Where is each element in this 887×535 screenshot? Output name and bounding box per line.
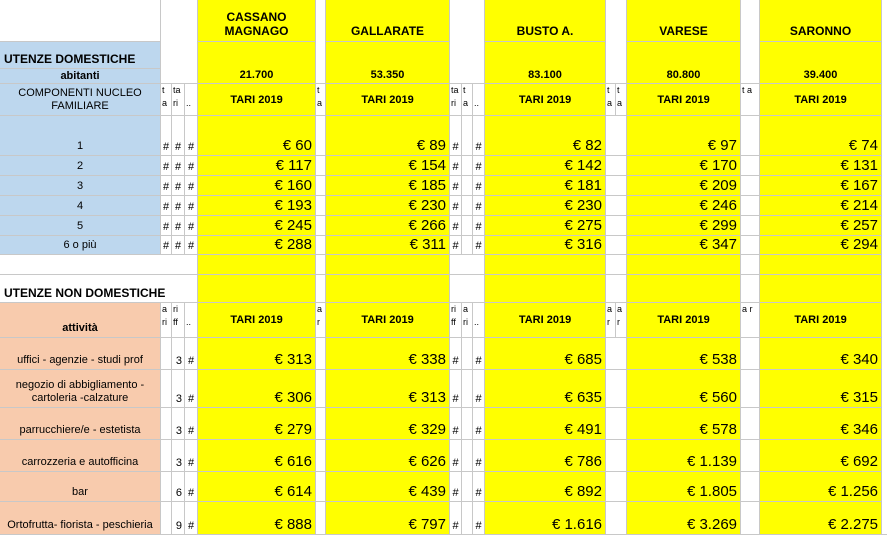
empty-cell[interactable] (316, 370, 326, 408)
empty-cell[interactable] (198, 255, 316, 275)
hash-cell: # (473, 176, 485, 196)
hash-cell: # (161, 196, 172, 216)
tari-value: € 313 (198, 338, 316, 370)
hash-cell: # (473, 338, 485, 370)
tari-value: € 257 (760, 216, 882, 236)
empty-cell[interactable] (316, 440, 326, 472)
city-header-busto: BUSTO A. (485, 0, 606, 42)
empty-cell[interactable] (462, 236, 473, 255)
non-domestic-title: UTENZE NON DOMESTICHE (0, 275, 198, 303)
empty-cell[interactable] (606, 338, 627, 370)
empty-cell[interactable] (741, 236, 760, 255)
city-population-busto: 83.100 (485, 42, 606, 84)
tari-value: € 266 (326, 216, 450, 236)
tari-value: € 347 (627, 236, 741, 255)
empty-cell[interactable] (161, 408, 172, 440)
narrow-header-cell: .. (473, 84, 485, 116)
domestic-subtitle: abitanti (0, 69, 161, 84)
empty-cell[interactable] (606, 196, 627, 216)
empty-cell[interactable] (316, 156, 326, 176)
tari-value: € 89 (326, 116, 450, 156)
empty-cell[interactable] (0, 255, 198, 275)
tari-value: € 230 (326, 196, 450, 216)
tari-value: € 1.256 (760, 472, 882, 502)
empty-cell[interactable] (161, 0, 198, 84)
empty-cell[interactable] (741, 176, 760, 196)
empty-cell[interactable] (316, 408, 326, 440)
tari-value: € 797 (326, 502, 450, 535)
hash-cell: # (473, 408, 485, 440)
hash-cell: # (473, 196, 485, 216)
tari-value: € 692 (760, 440, 882, 472)
tari-value: € 439 (326, 472, 450, 502)
tari-value: € 74 (760, 116, 882, 156)
hash-cell: # (450, 502, 462, 535)
tari-value: € 346 (760, 408, 882, 440)
tari-value: € 193 (198, 196, 316, 216)
empty-cell[interactable] (606, 472, 627, 502)
tari-header-busto: TARI 2019 (485, 84, 606, 116)
hash-cell: # (450, 472, 462, 502)
tari-value: € 888 (198, 502, 316, 535)
empty-cell[interactable] (741, 156, 760, 176)
tari-value: € 892 (485, 472, 606, 502)
tari-header-saronno: TARI 2019 (760, 84, 882, 116)
empty-cell[interactable] (462, 472, 473, 502)
empty-cell[interactable] (606, 0, 627, 84)
hash-cell: # (185, 502, 198, 535)
empty-cell[interactable] (316, 502, 326, 535)
tari-value: € 288 (198, 236, 316, 255)
tari-header-cassano-nd: TARI 2019 (198, 303, 316, 338)
tari-value: € 97 (627, 116, 741, 156)
hash-cell: # (172, 236, 185, 255)
domestic-title: UTENZE DOMESTICHE (0, 42, 161, 69)
empty-cell[interactable] (741, 196, 760, 216)
tari-value: € 1.805 (627, 472, 741, 502)
empty-cell[interactable] (627, 255, 741, 275)
row-number: 3 (172, 408, 185, 440)
empty-cell[interactable] (450, 0, 485, 84)
hash-cell: # (185, 116, 198, 156)
tari-value: € 160 (198, 176, 316, 196)
hash-cell: # (450, 176, 462, 196)
hash-cell: # (450, 216, 462, 236)
narrow-header-cell: ta ri (172, 84, 185, 116)
empty-cell[interactable] (450, 255, 485, 275)
empty-cell[interactable] (606, 216, 627, 236)
tari-value: € 275 (485, 216, 606, 236)
tari-value: € 299 (627, 216, 741, 236)
narrow-header-cell: ri ff (450, 303, 462, 338)
hash-cell: # (185, 196, 198, 216)
tari-value: € 635 (485, 370, 606, 408)
tari-header-cassano: TARI 2019 (198, 84, 316, 116)
narrow-header-cell: a r (606, 303, 616, 338)
narrow-header-cell: t a (462, 84, 473, 116)
empty-cell[interactable] (627, 275, 741, 303)
narrow-header-cell: a r (616, 303, 627, 338)
hash-cell: # (161, 176, 172, 196)
narrow-header-cell: t a (741, 84, 760, 116)
empty-cell[interactable] (741, 440, 760, 472)
city-population-gallarate: 53.350 (326, 42, 450, 84)
empty-cell[interactable] (462, 440, 473, 472)
tari-value: € 316 (485, 236, 606, 255)
hash-cell: # (185, 370, 198, 408)
empty-cell[interactable] (462, 502, 473, 535)
tari-value: € 214 (760, 196, 882, 216)
row-number: 3 (172, 440, 185, 472)
tari-value: € 2.275 (760, 502, 882, 535)
empty-cell[interactable] (0, 0, 161, 42)
tari-value: € 306 (198, 370, 316, 408)
row-number: 3 (172, 338, 185, 370)
empty-cell[interactable] (741, 255, 760, 275)
tari-value: € 311 (326, 236, 450, 255)
row-label: bar (0, 472, 161, 502)
empty-cell[interactable] (485, 255, 606, 275)
narrow-header-cell: a r (316, 303, 326, 338)
hash-cell: # (450, 370, 462, 408)
row-label: carrozzeria e autofficina (0, 440, 161, 472)
empty-cell[interactable] (606, 176, 627, 196)
hash-cell: # (172, 176, 185, 196)
city-header-gallarate: GALLARATE (326, 0, 450, 42)
tari-value: € 245 (198, 216, 316, 236)
city-header-varese: VARESE (627, 0, 741, 42)
row-number: 9 (172, 502, 185, 535)
empty-cell[interactable] (161, 502, 172, 535)
tari-value: € 786 (485, 440, 606, 472)
empty-cell[interactable] (450, 275, 485, 303)
hash-cell: # (185, 236, 198, 255)
tari-value: € 313 (326, 370, 450, 408)
empty-cell[interactable] (741, 216, 760, 236)
narrow-header-cell: ri ff (172, 303, 185, 338)
hash-cell: # (172, 116, 185, 156)
empty-cell[interactable] (760, 275, 882, 303)
empty-cell[interactable] (462, 338, 473, 370)
empty-cell[interactable] (316, 338, 326, 370)
row-label: negozio di abbigliamento - cartoleria -calzature (0, 370, 161, 408)
tari-header-varese-nd: TARI 2019 (627, 303, 741, 338)
hash-cell: # (450, 338, 462, 370)
row-label: Ortofrutta- fiorista - peschieria (0, 502, 161, 535)
narrow-header-cell: t a (161, 84, 172, 116)
hash-cell: # (161, 236, 172, 255)
tari-value: € 142 (485, 156, 606, 176)
hash-cell: # (172, 196, 185, 216)
hash-cell: # (450, 156, 462, 176)
row-number: 3 (172, 370, 185, 408)
narrow-header-cell: a r (741, 303, 760, 338)
tari-value: € 60 (198, 116, 316, 156)
empty-cell[interactable] (462, 176, 473, 196)
tari-value: € 685 (485, 338, 606, 370)
city-header-saronno: SARONNO (760, 0, 882, 42)
hash-cell: # (450, 236, 462, 255)
hash-cell: # (473, 370, 485, 408)
tari-value: € 338 (326, 338, 450, 370)
empty-cell[interactable] (316, 275, 326, 303)
empty-cell[interactable] (606, 156, 627, 176)
narrow-header-cell: t a (316, 84, 326, 116)
city-header-cassano: CASSANO MAGNAGO (198, 0, 316, 42)
city-population-varese: 80.800 (627, 42, 741, 84)
empty-cell[interactable] (741, 472, 760, 502)
tari-value: € 185 (326, 176, 450, 196)
hash-cell: # (161, 116, 172, 156)
tari-value: € 340 (760, 338, 882, 370)
narrow-header-cell: a ri (462, 303, 473, 338)
empty-cell[interactable] (326, 255, 450, 275)
city-population-saronno: 39.400 (760, 42, 882, 84)
row-number: 6 (172, 472, 185, 502)
empty-cell[interactable] (462, 156, 473, 176)
row-label: 4 (0, 196, 161, 216)
tari-value: € 578 (627, 408, 741, 440)
empty-cell[interactable] (485, 275, 606, 303)
empty-cell[interactable] (462, 196, 473, 216)
tari-value: € 3.269 (627, 502, 741, 535)
empty-cell[interactable] (606, 502, 627, 535)
hash-cell: # (185, 338, 198, 370)
tari-value: € 538 (627, 338, 741, 370)
hash-cell: # (172, 156, 185, 176)
row-label: uffici - agenzie - studi prof (0, 338, 161, 370)
empty-cell[interactable] (606, 408, 627, 440)
row-label: 6 o più (0, 236, 161, 255)
hash-cell: # (185, 440, 198, 472)
tari-value: € 131 (760, 156, 882, 176)
empty-cell[interactable] (161, 440, 172, 472)
empty-cell[interactable] (316, 472, 326, 502)
tari-header-gallarate: TARI 2019 (326, 84, 450, 116)
empty-cell[interactable] (316, 236, 326, 255)
narrow-header-cell: a ri (161, 303, 172, 338)
tari-value: € 560 (627, 370, 741, 408)
empty-cell[interactable] (741, 502, 760, 535)
tari-header-saronno-nd: TARI 2019 (760, 303, 882, 338)
empty-cell[interactable] (462, 116, 473, 156)
hash-cell: # (450, 116, 462, 156)
empty-cell[interactable] (606, 236, 627, 255)
hash-cell: # (185, 156, 198, 176)
row-label: 5 (0, 216, 161, 236)
empty-cell[interactable] (606, 275, 627, 303)
tari-value: € 491 (485, 408, 606, 440)
empty-cell[interactable] (198, 275, 316, 303)
row-label: 3 (0, 176, 161, 196)
hash-cell: # (473, 502, 485, 535)
tari-value: € 626 (326, 440, 450, 472)
city-population-cassano: 21.700 (198, 42, 316, 84)
empty-cell[interactable] (741, 408, 760, 440)
tari-value: € 1.139 (627, 440, 741, 472)
empty-cell[interactable] (741, 0, 760, 84)
row-label: 1 (0, 116, 161, 156)
tari-value: € 294 (760, 236, 882, 255)
empty-cell[interactable] (316, 196, 326, 216)
hash-cell: # (161, 156, 172, 176)
empty-cell[interactable] (741, 338, 760, 370)
empty-cell[interactable] (606, 255, 627, 275)
empty-cell[interactable] (316, 0, 326, 84)
tari-header-varese: TARI 2019 (627, 84, 741, 116)
hash-cell: # (185, 408, 198, 440)
tari-header-gallarate-nd: TARI 2019 (326, 303, 450, 338)
empty-cell[interactable] (462, 370, 473, 408)
empty-cell[interactable] (882, 0, 887, 535)
empty-cell[interactable] (462, 216, 473, 236)
tari-value: € 117 (198, 156, 316, 176)
domestic-column-label: COMPONENTI NUCLEO FAMILIARE (0, 84, 161, 116)
tari-value: € 1.616 (485, 502, 606, 535)
empty-cell[interactable] (161, 370, 172, 408)
tari-value: € 82 (485, 116, 606, 156)
hash-cell: # (172, 216, 185, 236)
hash-cell: # (473, 440, 485, 472)
empty-cell[interactable] (462, 408, 473, 440)
hash-cell: # (450, 196, 462, 216)
empty-cell[interactable] (316, 255, 326, 275)
empty-cell[interactable] (161, 472, 172, 502)
narrow-header-cell: ta ri (450, 84, 462, 116)
tari-value: € 246 (627, 196, 741, 216)
empty-cell[interactable] (316, 176, 326, 196)
hash-cell: # (450, 408, 462, 440)
tari-value: € 170 (627, 156, 741, 176)
tari-value: € 230 (485, 196, 606, 216)
tari-value: € 616 (198, 440, 316, 472)
tari-value: € 614 (198, 472, 316, 502)
tari-value: € 315 (760, 370, 882, 408)
tari-header-busto-nd: TARI 2019 (485, 303, 606, 338)
empty-cell[interactable] (606, 116, 627, 156)
hash-cell: # (473, 116, 485, 156)
empty-cell[interactable] (741, 116, 760, 156)
tari-value: € 329 (326, 408, 450, 440)
row-label: parrucchiere/e - estetista (0, 408, 161, 440)
hash-cell: # (473, 216, 485, 236)
narrow-header-cell: .. (473, 303, 485, 338)
empty-cell[interactable] (606, 440, 627, 472)
empty-cell[interactable] (606, 370, 627, 408)
hash-cell: # (450, 440, 462, 472)
empty-cell[interactable] (161, 338, 172, 370)
empty-cell[interactable] (316, 216, 326, 236)
empty-cell[interactable] (326, 275, 450, 303)
narrow-header-cell: .. (185, 84, 198, 116)
empty-cell[interactable] (316, 116, 326, 156)
hash-cell: # (473, 156, 485, 176)
hash-cell: # (185, 472, 198, 502)
narrow-header-cell: t a (606, 84, 616, 116)
hash-cell: # (161, 216, 172, 236)
tari-value: € 154 (326, 156, 450, 176)
hash-cell: # (185, 216, 198, 236)
empty-cell[interactable] (741, 275, 760, 303)
empty-cell[interactable] (741, 370, 760, 408)
non-domestic-column-label: attività (0, 303, 161, 338)
row-label: 2 (0, 156, 161, 176)
hash-cell: # (473, 236, 485, 255)
hash-cell: # (473, 472, 485, 502)
narrow-header-cell: t a (616, 84, 627, 116)
narrow-header-cell: .. (185, 303, 198, 338)
tari-value: € 167 (760, 176, 882, 196)
empty-cell[interactable] (760, 255, 882, 275)
tari-value: € 209 (627, 176, 741, 196)
tari-value: € 181 (485, 176, 606, 196)
hash-cell: # (185, 176, 198, 196)
tari-value: € 279 (198, 408, 316, 440)
